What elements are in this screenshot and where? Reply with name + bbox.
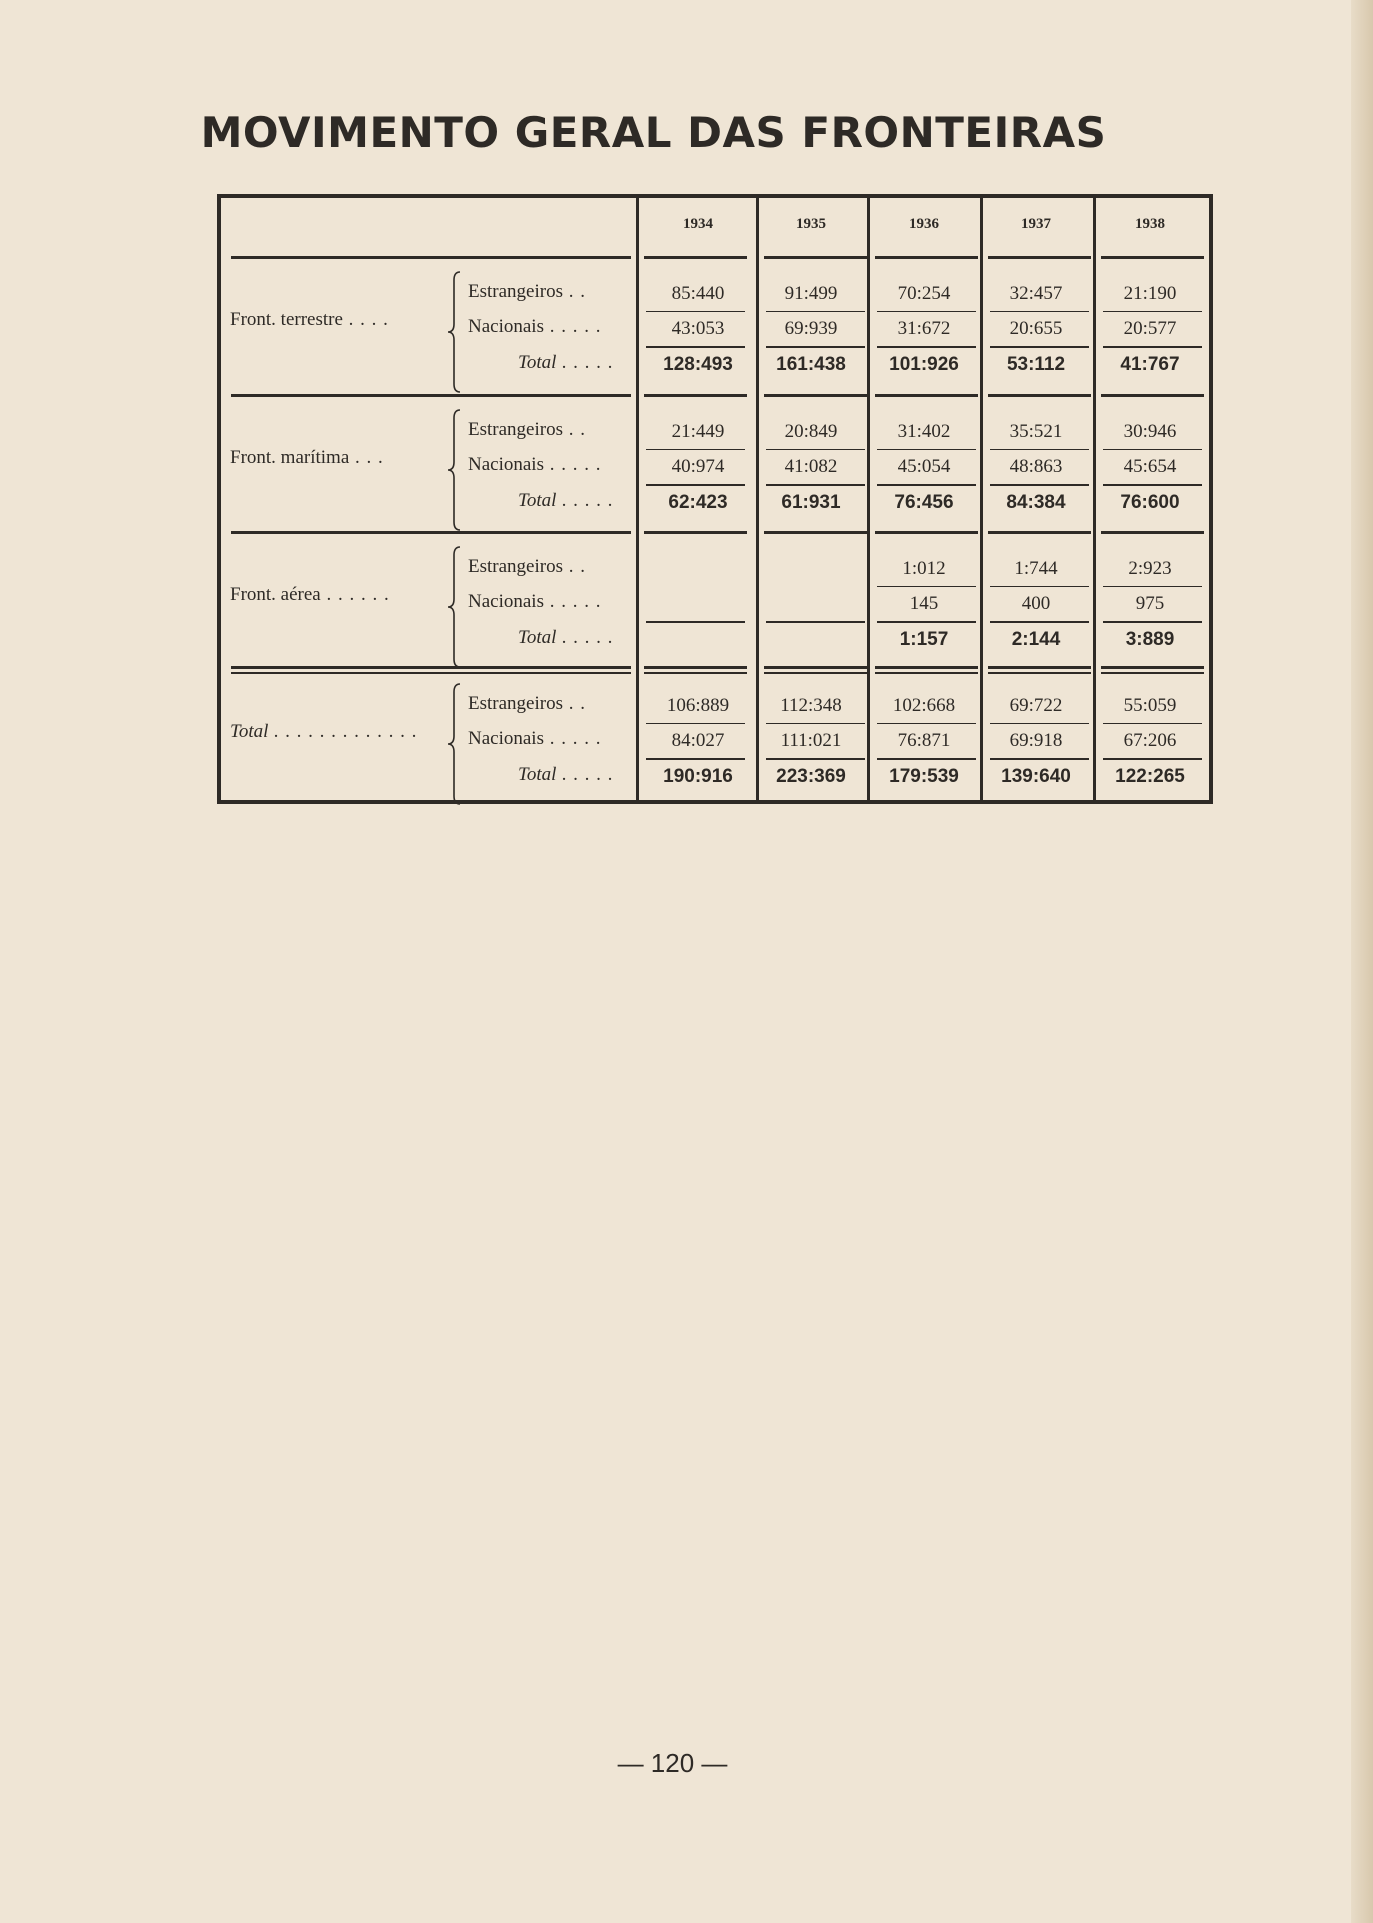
table-cell: 20:849 <box>784 421 838 442</box>
table-cell: 69:722 <box>1009 695 1063 716</box>
table-cell: 62:423 <box>668 492 728 513</box>
group-separator <box>231 672 631 674</box>
table-cell: 122:265 <box>1115 766 1185 787</box>
table-cell: 41:767 <box>1120 354 1180 375</box>
group-separator <box>1101 672 1204 674</box>
table-cell: 1:012 <box>902 558 946 579</box>
row-rule <box>990 484 1089 486</box>
row-rule <box>990 758 1089 760</box>
row-rule <box>1103 346 1202 348</box>
group-separator <box>764 394 867 397</box>
row-label-text: Nacionais <box>468 454 544 475</box>
table-cell: 84:027 <box>671 730 725 751</box>
group-separator <box>988 394 1091 397</box>
group-separator <box>1101 531 1204 534</box>
group-separator <box>1101 666 1204 669</box>
row-rule <box>766 311 865 312</box>
page-edge <box>1351 0 1373 1923</box>
table-cell: 101:926 <box>889 354 959 375</box>
group-separator <box>644 666 747 669</box>
table-cell: 30:946 <box>1123 421 1177 442</box>
row-label-text: Nacionais <box>468 728 544 749</box>
row-label-text: Total <box>518 352 557 373</box>
group-separator <box>875 531 978 534</box>
row-rule <box>990 586 1089 587</box>
row-label-total <box>468 764 614 786</box>
row-rule <box>646 311 745 312</box>
table-cell: 85:440 <box>671 283 725 304</box>
row-rule <box>877 621 976 623</box>
leader-dots: . . <box>562 693 586 714</box>
table-cell: 128:493 <box>663 354 733 375</box>
group-separator <box>988 531 1091 534</box>
table-cell: 145 <box>909 593 939 614</box>
row-rule <box>877 311 976 312</box>
group-separator <box>764 666 867 669</box>
row-rule <box>646 758 745 760</box>
table-cell: 106:889 <box>666 695 730 716</box>
table-cell: 43:053 <box>671 318 725 339</box>
group-separator <box>1101 394 1204 397</box>
row-rule <box>990 621 1089 623</box>
group-separator <box>875 672 978 674</box>
leader-dots: . . . . . <box>543 454 602 475</box>
row-rule <box>766 449 865 450</box>
table-cell: 21:449 <box>671 421 725 442</box>
row-rule <box>646 484 745 486</box>
row-rule <box>877 723 976 724</box>
row-rule <box>646 449 745 450</box>
group-separator <box>875 256 978 259</box>
table-cell: 112:348 <box>780 695 842 716</box>
table-cell: 1:157 <box>899 629 949 650</box>
table-cell: 41:082 <box>784 456 838 477</box>
leader-dots: . . . . <box>342 309 389 330</box>
table-cell: 70:254 <box>897 283 951 304</box>
group-separator <box>764 672 867 674</box>
group-separator <box>644 531 747 534</box>
table-cell: 76:600 <box>1120 492 1180 513</box>
row-label-text: Total <box>518 764 557 785</box>
leader-dots: . . . . . <box>543 728 602 749</box>
row-label-text: Nacionais <box>468 316 544 337</box>
table-cell: 84:384 <box>1006 492 1066 513</box>
row-label-nacionais <box>468 454 601 476</box>
table-cell: 76:456 <box>894 492 954 513</box>
row-label-total <box>468 490 614 512</box>
year-header: 1936 <box>909 216 939 232</box>
row-rule <box>766 621 865 623</box>
leader-dots: . . . . . <box>556 490 614 511</box>
table-cell: 31:402 <box>897 421 951 442</box>
row-rule <box>1103 723 1202 724</box>
row-label-estrangeiros <box>468 419 586 441</box>
group-separator <box>875 394 978 397</box>
brace <box>446 408 462 532</box>
group-separator <box>875 666 978 669</box>
row-label-nacionais <box>468 316 601 338</box>
table-cell: 32:457 <box>1009 283 1063 304</box>
table-cell: 111:021 <box>780 730 842 751</box>
group-separator <box>764 256 867 259</box>
row-label-text: Total <box>518 627 557 648</box>
row-label-estrangeiros <box>468 556 586 578</box>
group-separator <box>764 531 867 534</box>
row-rule <box>990 723 1089 724</box>
table-cell: 2:923 <box>1128 558 1172 579</box>
row-rule <box>646 621 745 623</box>
table-cell: 91:499 <box>784 283 838 304</box>
group-separator <box>988 672 1091 674</box>
group-separator <box>231 531 631 534</box>
group-separator <box>231 666 631 669</box>
row-label-nacionais <box>468 728 601 750</box>
row-rule <box>1103 758 1202 760</box>
brace <box>446 545 462 669</box>
group-label-text: Front. aérea <box>230 584 321 605</box>
row-rule <box>1103 311 1202 312</box>
group-label-text: Front. terrestre <box>230 309 343 330</box>
table-cell: 35:521 <box>1009 421 1063 442</box>
row-label-text: Estrangeiros <box>468 419 563 440</box>
table-cell: 45:654 <box>1123 456 1177 477</box>
leader-dots: . . . <box>349 447 384 468</box>
row-label-text: Estrangeiros <box>468 693 563 714</box>
row-rule <box>877 346 976 348</box>
row-rule <box>877 484 976 486</box>
table-cell: 76:871 <box>897 730 951 751</box>
leader-dots: . . . . . <box>543 591 602 612</box>
leader-dots: . . . . . <box>556 764 614 785</box>
group-separator <box>231 256 631 259</box>
year-header: 1937 <box>1021 216 1051 232</box>
leader-dots: . . . . . . <box>320 584 390 605</box>
row-rule <box>1103 484 1202 486</box>
row-rule <box>990 346 1089 348</box>
row-rule <box>990 449 1089 450</box>
table-cell: 223:369 <box>776 766 846 787</box>
row-rule <box>766 758 865 760</box>
row-rule <box>766 484 865 486</box>
table-cell: 975 <box>1135 593 1165 614</box>
group-separator <box>644 394 747 397</box>
table-cell: 3:889 <box>1125 629 1175 650</box>
leader-dots: . . <box>562 556 586 577</box>
leader-dots: . . . . . <box>543 316 602 337</box>
brace <box>446 682 462 806</box>
year-header: 1934 <box>683 216 713 232</box>
row-rule <box>646 346 745 348</box>
table-cell: 102:668 <box>892 695 956 716</box>
group-label-text: Front. marítima <box>230 447 350 468</box>
table-cell: 69:939 <box>784 318 838 339</box>
page-title: MOVIMENTO GERAL DAS FRONTEIRAS <box>200 108 1107 157</box>
row-label-total <box>468 352 614 374</box>
group-separator <box>1101 256 1204 259</box>
table-cell: 45:054 <box>897 456 951 477</box>
row-label-estrangeiros <box>468 693 586 715</box>
year-header: 1935 <box>796 216 826 232</box>
row-label-text: Estrangeiros <box>468 556 563 577</box>
table-cell: 53:112 <box>1006 354 1066 375</box>
table-cell: 69:918 <box>1009 730 1063 751</box>
table-cell: 67:206 <box>1123 730 1177 751</box>
table-cell: 31:672 <box>897 318 951 339</box>
group-label <box>230 721 418 743</box>
row-rule <box>766 723 865 724</box>
row-label-nacionais <box>468 591 601 613</box>
row-rule <box>877 586 976 587</box>
row-label-text: Total <box>518 490 557 511</box>
row-label-text: Nacionais <box>468 591 544 612</box>
group-separator <box>644 256 747 259</box>
row-rule <box>877 758 976 760</box>
row-rule <box>990 311 1089 312</box>
leader-dots: . . . . . <box>556 627 614 648</box>
group-label <box>230 584 390 606</box>
row-rule <box>766 346 865 348</box>
row-rule <box>1103 586 1202 587</box>
table-cell: 1:744 <box>1014 558 1058 579</box>
leader-dots: . . . . . . . . . . . . . <box>268 721 418 742</box>
page-number: — 120 — <box>617 1748 728 1778</box>
leader-dots: . . . . . <box>556 352 614 373</box>
table-cell: 179:539 <box>889 766 959 787</box>
row-label-text: Estrangeiros <box>468 281 563 302</box>
group-label <box>230 447 384 469</box>
leader-dots: . . <box>562 419 586 440</box>
table-cell: 400 <box>1021 593 1051 614</box>
table-cell: 20:655 <box>1009 318 1063 339</box>
group-separator <box>988 256 1091 259</box>
row-rule <box>1103 449 1202 450</box>
column-divider <box>636 196 639 802</box>
table-cell: 2:144 <box>1011 629 1061 650</box>
group-separator <box>231 394 631 397</box>
row-label-total <box>468 627 614 649</box>
brace <box>446 270 462 394</box>
group-separator <box>988 666 1091 669</box>
table-cell: 55:059 <box>1123 695 1177 716</box>
leader-dots: . . <box>562 281 586 302</box>
year-header: 1938 <box>1135 216 1165 232</box>
group-label-text: Total <box>230 721 269 742</box>
table-cell: 61:931 <box>781 492 841 513</box>
table-cell: 190:916 <box>663 766 733 787</box>
row-rule <box>1103 621 1202 623</box>
group-separator <box>644 672 747 674</box>
table-cell: 40:974 <box>671 456 725 477</box>
table-cell: 48:863 <box>1009 456 1063 477</box>
row-label-estrangeiros <box>468 281 586 303</box>
table-cell: 139:640 <box>1001 766 1071 787</box>
table-cell: 161:438 <box>776 354 846 375</box>
row-rule <box>646 723 745 724</box>
row-rule <box>877 449 976 450</box>
table-cell: 20:577 <box>1123 318 1177 339</box>
table-cell: 21:190 <box>1123 283 1177 304</box>
group-label <box>230 309 389 331</box>
